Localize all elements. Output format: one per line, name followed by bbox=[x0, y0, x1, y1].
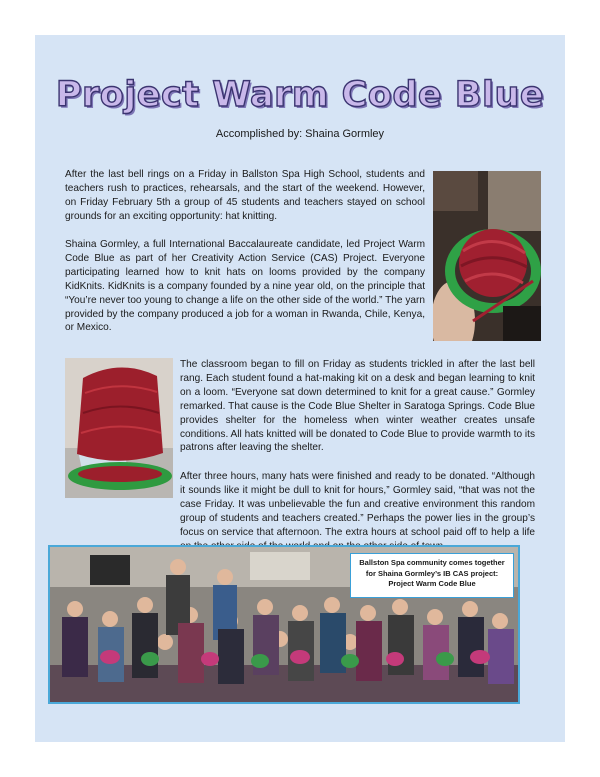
finished-hat-photo bbox=[65, 358, 173, 498]
caption-line-3: Project Warm Code Blue bbox=[388, 579, 476, 588]
caption-line-2: for Shaina Gormley’s IB CAS project: bbox=[365, 568, 499, 578]
article-paragraph-1: After the last bell rings on a Friday in Ballston Spa High School, students and teachers rush to practices, rehearsals, and the start of the weekend. However, on Friday February 5th a group of 45 students and teachers stayed on school grounds for an exciting opportunity: hat knitting. bbox=[65, 169, 425, 222]
article-paragraph-2: Shaina Gormley, a full International Baccalaureate candidate, led Project Warm Code Blue as part of her Creativity Action Service (CAS) Project. Everyone participating learned how to knit hats on looms provided by the company KidKnits. KidKnits is a company founded by a nine year old, on the principle that “You’re never too young to change a life on the other side of the world.” The yarn provided by the company produced a job for a woman in Rwanda, Chile, Kenya, or Mexico. bbox=[65, 239, 425, 334]
article-paragraph-4: After three hours, many hats were finished and ready to be donated. “Although it sounds like it might be dull to knit for hours,” Gormley said, “that was not the case Friday. It was unbelievable the fun and creative environment this random group of students and teachers created.” Perhaps the power lies in the group’s focus on service that afternoon. The extra hours at school paid off to help a life bbox=[180, 471, 535, 538]
caption-line-1: Ballston Spa community comes together bbox=[359, 558, 505, 567]
article-paragraph-3: The classroom began to fill on Friday as students trickled in after the last bell rang. Each student found a hat-making kit on a desk and began learning to knit on a loom. “Everyone sat down determined to knit for a great cause.” Gormley remarked. That cause is the Code Blue Shelter in Saratoga Springs. Code Blue provides shelter for the homeless when winter weather creates unsafe conditions. All hats knitted will be donated to Code Blue to provide warmth to its patrons after leaving the shelter. bbox=[180, 359, 535, 454]
page-title: Project Warm Code Blue bbox=[55, 75, 545, 115]
loom-knitting-photo bbox=[433, 171, 541, 341]
byline: Accomplished by: Shaina Gormley bbox=[215, 128, 385, 140]
photo-caption bbox=[350, 553, 514, 598]
